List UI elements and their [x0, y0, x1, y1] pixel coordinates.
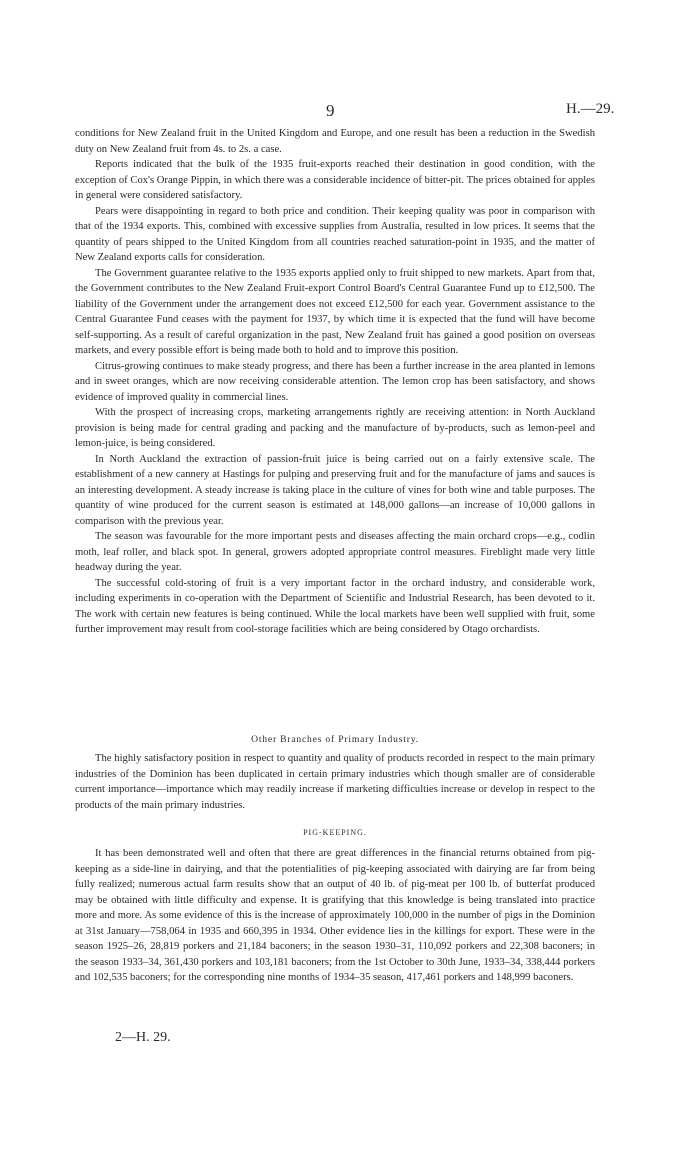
other-branches-text	[75, 751, 595, 813]
paragraph: Pears were disappointing in regard to both price and condition. Their keeping quality was poor in comparison with that of the 1934 exports. This, combined with excessive supplies from Australia, resulted in low prices. It seems that the quantity of pears shipped to the United Kingdom from all countries reached saturation-point in 1935, and the matter of New Zealand exports calls for consideration.	[75, 205, 595, 263]
signature-mark: 2—H. 29.	[115, 1030, 171, 1045]
paragraph: In North Auckland the extraction of passion-fruit juice is being carried out on a fairly extensive scale. The establishment of a new cannery at Hastings for pulping and preserving fruit and for the manufacture of jams and sauces is an interesting development. A steady increase is taking place in the culture of vines for both wine and table purposes. The quantity of wine produced for the current season is estimated at 148,000 gallons—an increase of 10,000 gallons in comparison with the previous year.	[75, 453, 595, 527]
page-header	[0, 101, 700, 123]
subheading: PIG-KEEPING.	[303, 828, 367, 837]
paragraph: The highly satisfactory position in respect to quantity and quality of products recorded in respect to the main primary industries of the Dominion has been duplicated in certain primary industries which though smaller are of considerable current importance—importance which may readily increase if marketing difficulties increase or develop in respect to the products of the main primary industries.	[75, 753, 595, 811]
paragraph: It has been demonstrated well and often that there are great differences in the financial returns obtained from pig-keeping as a side-line in dairying, and that the potentialities of pig-keeping associated with dairying are far from being fully realized; numerous actual farm results show that an output of 40 lb. of pig-meat per 100 lb. of butterfat produced may be obtained with little difficulty and expense. It is gratifying that this knowledge is being translated into practice more and more. As some evidence of this is the increase of approximately 100,000 in the number of pigs in the Dominion at 31st January—758,064 in 1935 and 660,395 in 1934. Other evidence lies in the killings for export. These were in the season 1925–26, 28,819 porkers and 21,184 baconers; in the season 1930–31, 110,092 porkers and 22,308 baconers; in the season 1933–34, 361,430 porkers and 103,181 baconers; from the 1st October to 30th June, 1933–34, 338,444 porkers and 102,535 baconers; for the corresponding nine months of 1934–35 season, 417,461 porkers and 148,999 baconers.	[75, 848, 595, 983]
paragraph: The Government guarantee relative to the 1935 exports applied only to fruit shipped to new markets. Apart from that, the Government contributes to the New Zealand Fruit-export Control Board's Central Guarantee Fund up to £12,500. The liability of the Government under the arrangement does not exceed £12,500 for each year. Government assistance to the Central Guarantee Fund ceases with the payment for 1937, by which time it is expected that the fund will have become self-supporting. As a result of careful organization in the past, New Zealand fruit has gained a good position on overseas markets, and every possible effort is being made both to hold and to improve this position.	[75, 267, 595, 356]
page-number: 9	[326, 101, 335, 120]
paragraph: Citrus-growing continues to make steady progress, and there has been a further increase in the area planted in lemons and in sweet oranges, which are now receiving considerable attention. The lemon crop has been satisfactory, and shows evidence of improved quality in commercial lines.	[75, 360, 595, 403]
paragraph: Reports indicated that the bulk of the 1935 fruit-exports reached their destination in good condition, with the exception of Cox's Orange Pippin, in which there was a considerable incidence of bitter-pit. The prices obtained for apples in general were considered satisfactory.	[75, 159, 595, 201]
paragraph: conditions for New Zealand fruit in the United Kingdom and Europe, and one result has been a reduction in the Swedish duty on New Zealand fruit from 4s. to 2s. a case.	[75, 128, 595, 155]
paragraph: With the prospect of increasing crops, marketing arrangements rightly are receiving attention: in North Auckland provision is being made for central grading and packing and the manufacture of by-products, such as lemon-peel and lemon-juice, is being considered.	[75, 407, 595, 449]
document-reference: H.—29.	[566, 101, 615, 117]
fruit-section-text	[75, 126, 595, 638]
paragraph: The season was favourable for the more important pests and diseases affecting the main orchard crops—e.g., codlin moth, leaf roller, and black spot. In general, growers adopted appropriate control measures. Fireblight made very little headway during the year.	[75, 531, 595, 573]
section-heading: Other Branches of Primary Industry.	[251, 734, 419, 745]
paragraph: The successful cold-storing of fruit is a very important factor in the orchard industry, and considerable work, including experiments in co-operation with the Department of Scientific and Industrial Research, has been devoted to it. The work with certain new features is being continued. While the local markets have been well supplied with fruit, some further improvement may result from cool-storage facilities which are being considered by Otago orchardists.	[75, 577, 595, 635]
pig-keeping-text	[75, 846, 595, 986]
